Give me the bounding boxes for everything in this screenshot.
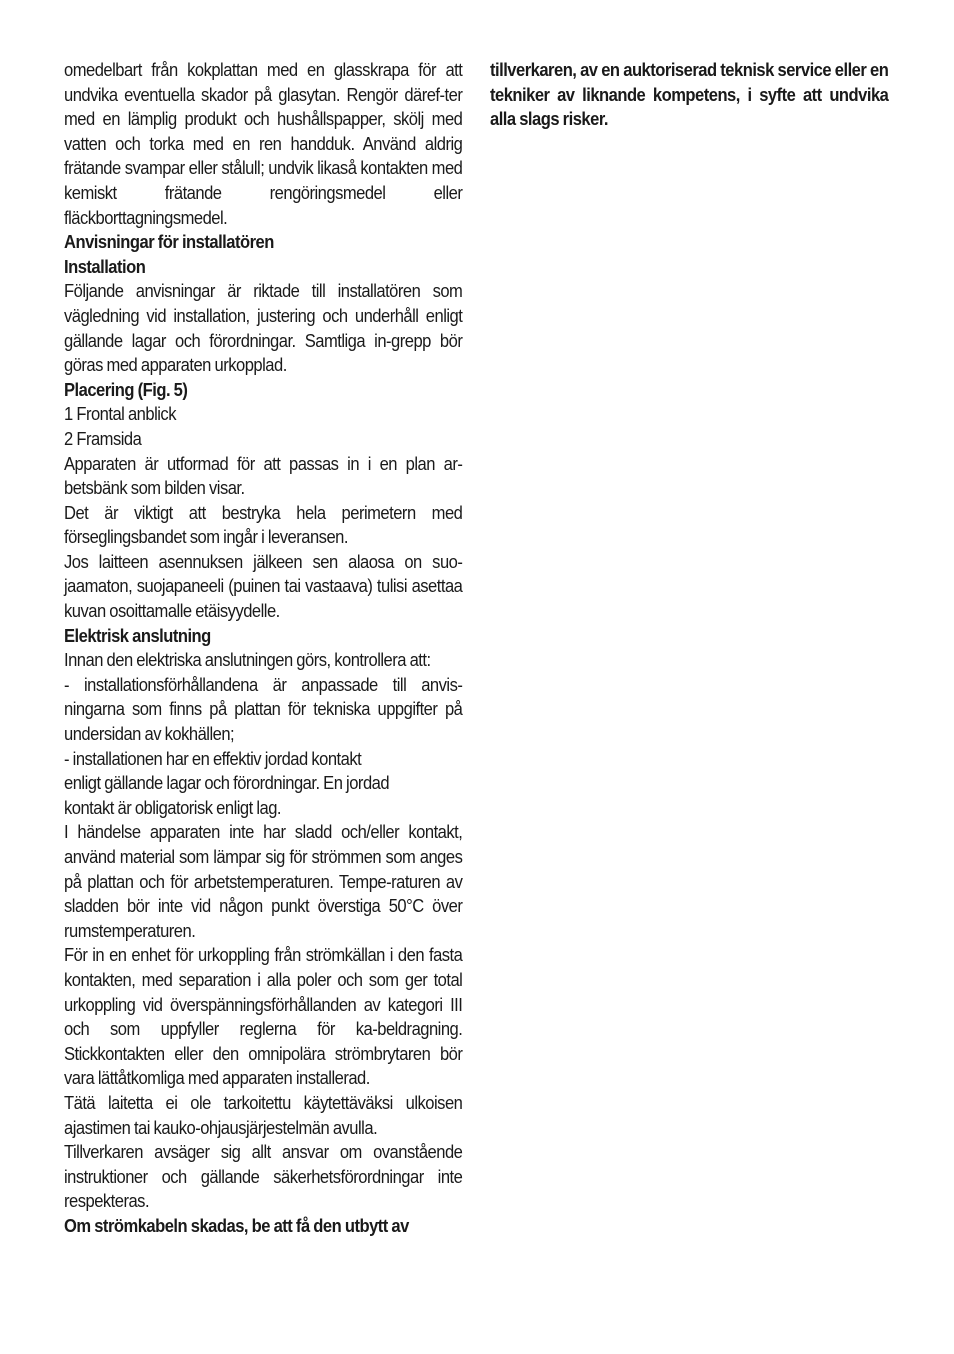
placement-paragraph-panel: Jos laitteen asennuksen jälkeen sen alaosa on suo-jaamaton, suojapaneeli (puinen tai vastaava) tulisi asettaa kuvan osoittamalle etäisyydelle.: [64, 551, 463, 622]
electrical-check-earth-line: kontakt är obligatorisk enligt lag.: [64, 797, 282, 818]
cable-warning-start: Om strömkabeln skadas, be att få den utbytt av: [64, 1215, 409, 1236]
installer-heading: Anvisningar för installatören: [64, 232, 274, 253]
right-column: [490, 58, 888, 132]
electrical-timer-paragraph: Tätä laitetta ei ole tarkoitettu käytettäväksi ulkoisen ajastimen tai kauko-ohjausjärjestelmän avulla.: [64, 1092, 463, 1138]
placement-item-frontal: 1 Frontal anblick: [64, 404, 176, 425]
installation-paragraph: Följande anvisningar är riktade till installatören som vägledning vid installation, justering och underhåll enligt gällande lagar och förordningar. Samtliga in-grepp bör göras med apparaten urkopplad.: [64, 281, 463, 376]
placement-paragraph-seal: Det är viktigt att bestryka hela perimetern med förseglingsbandet som ingår i leveransen.: [64, 502, 463, 548]
electrical-check-earth-line: enligt gällande lagar och förordningar. En jordad: [64, 773, 390, 794]
placement-item-front: 2 Framsida: [64, 428, 142, 449]
placement-paragraph-worktop: Apparaten är utformad för att passas in i en plan ar-betsbänk som bilden visar.: [64, 453, 463, 499]
installation-heading: Installation: [64, 256, 146, 277]
electrical-check-rating: - installationsförhållandena är anpassade till anvis-ningarna som finns på plattan för tekniska uppgifter på undersidan av kokhällen;: [64, 674, 463, 745]
electrical-check-earth: [64, 747, 462, 821]
electrical-disconnect-paragraph: För in en enhet för urkoppling från strömkällan i den fasta kontakten, med separation i alla poler och som ger total urkoppling vid överspänningsförhållanden av kategori III och som uppfyller reglerna för ka-beldragning. Stickkontakten eller den omnipolära strömbrytaren bör vara lättåtkomliga med apparaten installerad.: [64, 945, 463, 1089]
placement-heading: Placering (Fig. 5): [64, 379, 188, 400]
cleaning-paragraph: omedelbart från kokplattan med en glasskrapa för att undvika eventuella skador på glasytan. Rengör däref-ter med en lämplig produkt och hushållspapper, skölj med vatten och torka med en ren handduk. Använd aldrig frätande svampar eller stålull; undvik likaså kontakten med kemiskt frätande rengöringsmedel eller fläckborttagningsmedel.: [64, 60, 463, 228]
electrical-cable-paragraph: I händelse apparaten inte har sladd och/eller kontakt, använd material som lämpar sig för strömmen som anges på plattan och för arbetstemperaturen. Tempe-raturen av sladden bör inte vid någon punkt överstiga 50°C över rumstemperaturen.: [64, 822, 463, 941]
electrical-liability-paragraph: Tillverkaren avsäger sig allt ansvar om ovanstående instruktioner och gällande säkerhetsförordningar inte respekteras.: [64, 1142, 463, 1212]
electrical-intro: Innan den elektriska anslutningen görs, kontrollera att:: [64, 650, 431, 671]
electrical-heading: Elektrisk anslutning: [64, 625, 211, 646]
cable-warning-continuation: tillverkaren, av en auktoriserad teknisk service eller en tekniker av liknande kompetens, i syfte att undvika alla slags risker.: [490, 60, 889, 130]
left-column: [64, 58, 462, 1239]
electrical-check-earth-line: - installationen har en effektiv jordad kontakt: [64, 748, 362, 769]
